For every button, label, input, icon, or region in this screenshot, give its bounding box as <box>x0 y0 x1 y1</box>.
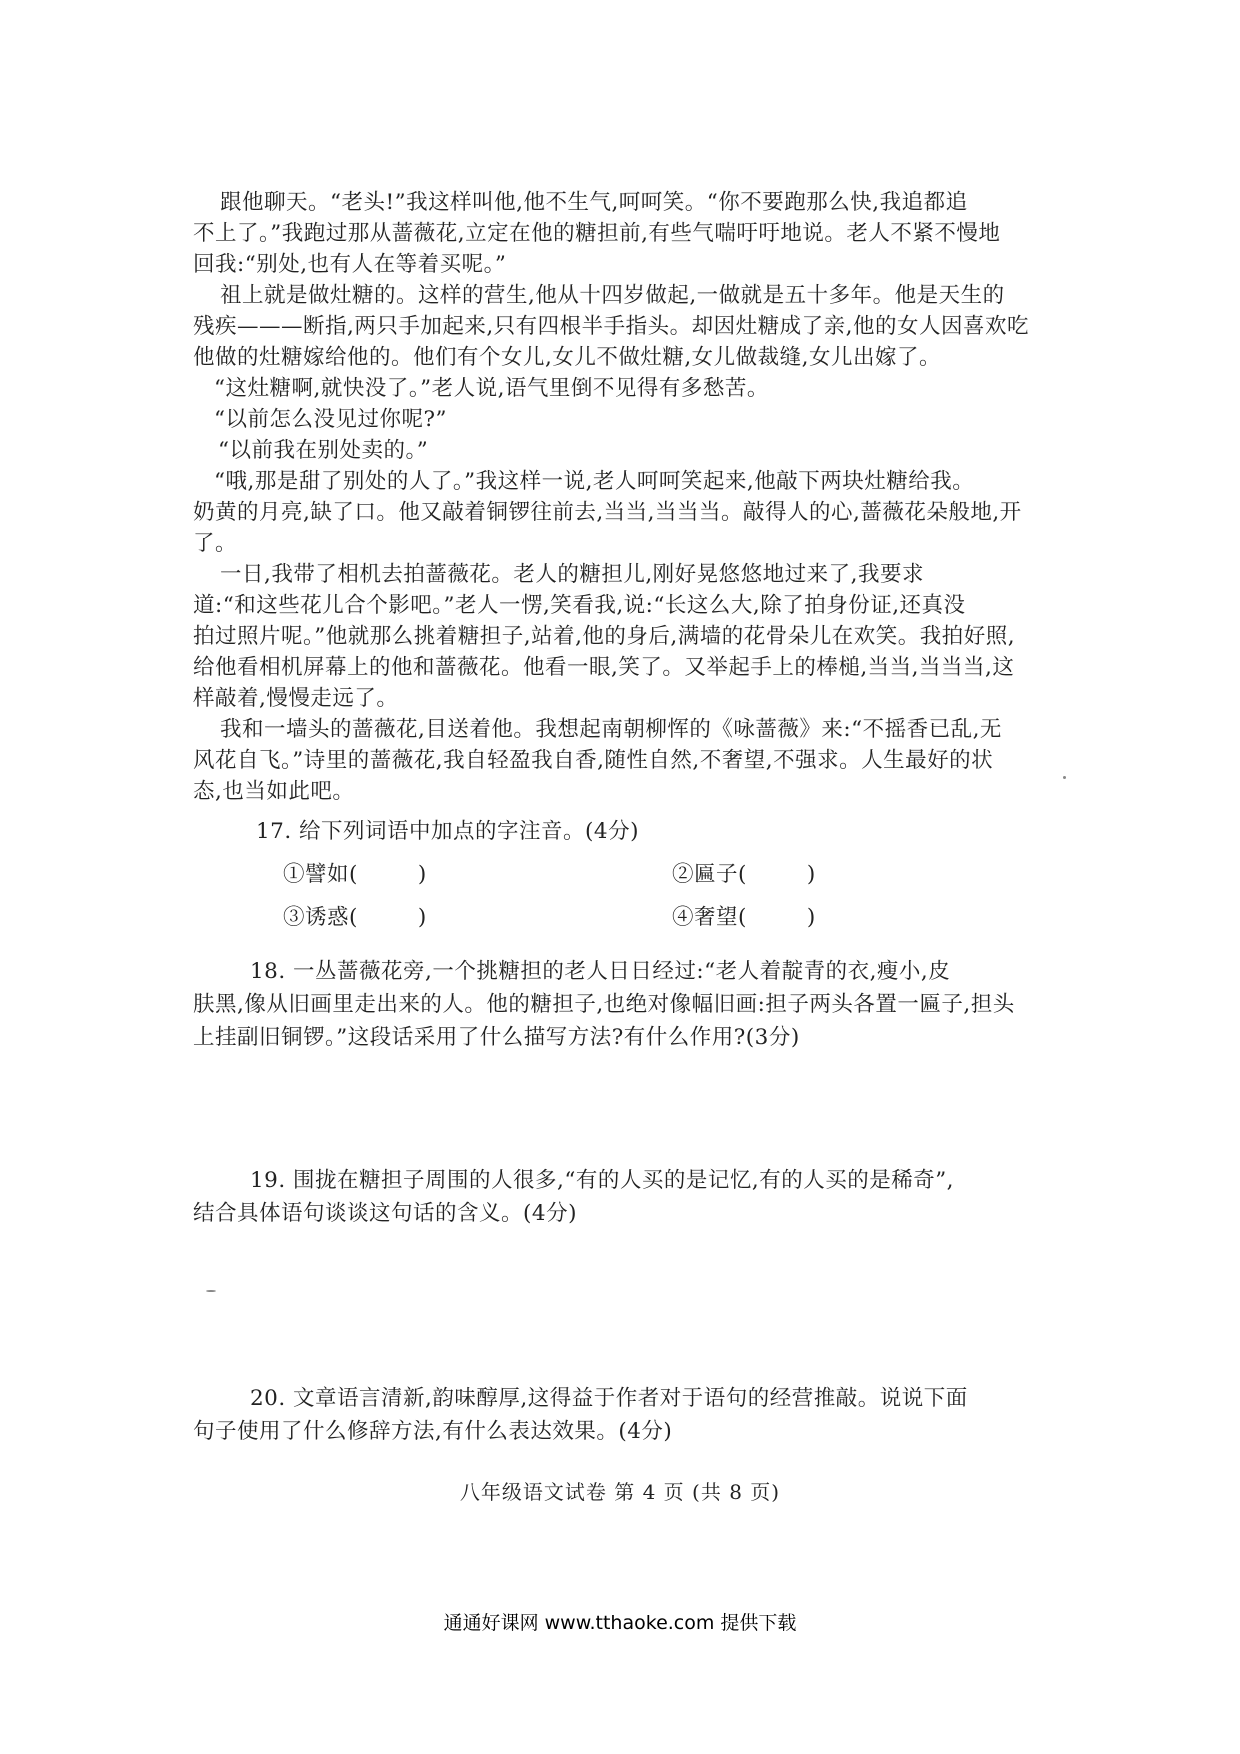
q17-item-label: ③诱惑( <box>283 905 358 930</box>
q17-item-3 <box>283 900 427 931</box>
q17-close-paren: ) <box>417 862 427 887</box>
story-line: 奶黄的月亮,缺了口。他又敲着铜锣往前去,当当,当当当。敲得人的心,蔷薇花朵般地,开 <box>193 500 1022 525</box>
story-line: 不上了。”我跑过那从蔷薇花,立定在他的糖担前,有些气喘吁吁地说。老人不紧不慢地 <box>193 221 1001 246</box>
story-line: 我和一墙头的蔷薇花,目送着他。我想起南朝柳恽的《咏蔷薇》来:“不摇香已乱,无 <box>220 717 1002 742</box>
story-line: 态,也当如此吧。 <box>193 779 355 804</box>
question-19-line: 结合具体语句谈谈这句话的含义。(4分) <box>193 1201 577 1226</box>
story-line: 了。 <box>193 531 238 556</box>
q17-item-label: ②匾子( <box>672 862 747 887</box>
question-20-line: 20. 文章语言清新,韵味醇厚,这得益于作者对于语句的经营推敲。说说下面 <box>250 1386 968 1411</box>
q17-close-paren: ) <box>806 905 816 930</box>
story-line: 一日,我带了相机去拍蔷薇花。老人的糖担儿,刚好晃悠悠地过来了,我要求 <box>220 562 925 587</box>
question-17-stem: 17. 给下列词语中加点的字注音。(4分) <box>256 819 639 844</box>
q17-item-label: ④奢望( <box>672 905 747 930</box>
story-line: “这灶糖啊,就快没了。”老人说,语气里倒不见得有多愁苦。 <box>214 376 769 401</box>
question-18-line: 上挂副旧铜锣。”这段话采用了什么描写方法?有什么作用?(3分) <box>193 1025 800 1050</box>
download-watermark: 通通好课网 www.tthaoke.com 提供下载 <box>443 1612 797 1634</box>
story-line: 拍过照片呢。”他就那么挑着糖担子,站着,他的身后,满墙的花骨朵儿在欢笑。我拍好照, <box>193 624 1016 649</box>
question-18-line: 肤黑,像从旧画里走出来的人。他的糖担子,也绝对像幅旧画:担子两头各置一匾子,担头 <box>193 992 1015 1017</box>
q17-item-2 <box>672 857 816 888</box>
page-footer: 八年级语文试卷 第 4 页 (共 8 页) <box>459 1480 781 1504</box>
story-line: 残疾———断指,两只手加起来,只有四根半手指头。却因灶糖成了亲,他的女人因喜欢吃 <box>193 314 1030 339</box>
question-18-line: 18. 一丛蔷薇花旁,一个挑糖担的老人日日经过:“老人着靛青的衣,瘦小,皮 <box>250 959 951 984</box>
story-line: 祖上就是做灶糖的。这样的营生,他从十四岁做起,一做就是五十多年。他是天生的 <box>220 283 1005 308</box>
question-20-line: 句子使用了什么修辞方法,有什么表达效果。(4分) <box>193 1419 673 1444</box>
q17-item-label: ①譬如( <box>283 862 358 887</box>
q17-item-4 <box>672 900 816 931</box>
story-line: 样敲着,慢慢走远了。 <box>193 686 399 711</box>
story-line: 风花自飞。”诗里的蔷薇花,我自轻盈我自香,随性自然,不奢望,不强求。人生最好的状 <box>193 748 994 773</box>
story-line: 他做的灶糖嫁给他的。他们有个女儿,女儿不做灶糖,女儿做裁缝,女儿出嫁了。 <box>193 345 942 370</box>
scan-speck <box>1063 776 1066 779</box>
story-line: “以前我在别处卖的。” <box>218 438 429 463</box>
question-19-line: 19. 围拢在糖担子周围的人很多,“有的人买的是记忆,有的人买的是稀奇”, <box>250 1168 955 1193</box>
q17-item-1 <box>283 857 427 888</box>
story-line: 道:“和这些花儿合个影吧。”老人一愣,笑看我,说:“长这么大,除了拍身份证,还真没 <box>193 593 966 618</box>
q17-close-paren: ) <box>417 905 427 930</box>
q17-close-paren: ) <box>806 862 816 887</box>
story-line: 跟他聊天。“老头!”我这样叫他,他不生气,呵呵笑。“你不要跑那么快,我追都追 <box>220 190 968 215</box>
story-line: 给他看相机屏幕上的他和蔷薇花。他看一眼,笑了。又举起手上的棒槌,当当,当当当,这 <box>193 655 1015 680</box>
story-line: “哦,那是甜了别处的人了。”我这样一说,老人呵呵笑起来,他敲下两块灶糖给我。 <box>214 469 975 494</box>
story-line: “以前怎么没见过你呢?” <box>214 407 448 432</box>
story-line: 回我:“别处,也有人在等着买呢。” <box>193 252 507 277</box>
scan-speck <box>206 1290 216 1292</box>
